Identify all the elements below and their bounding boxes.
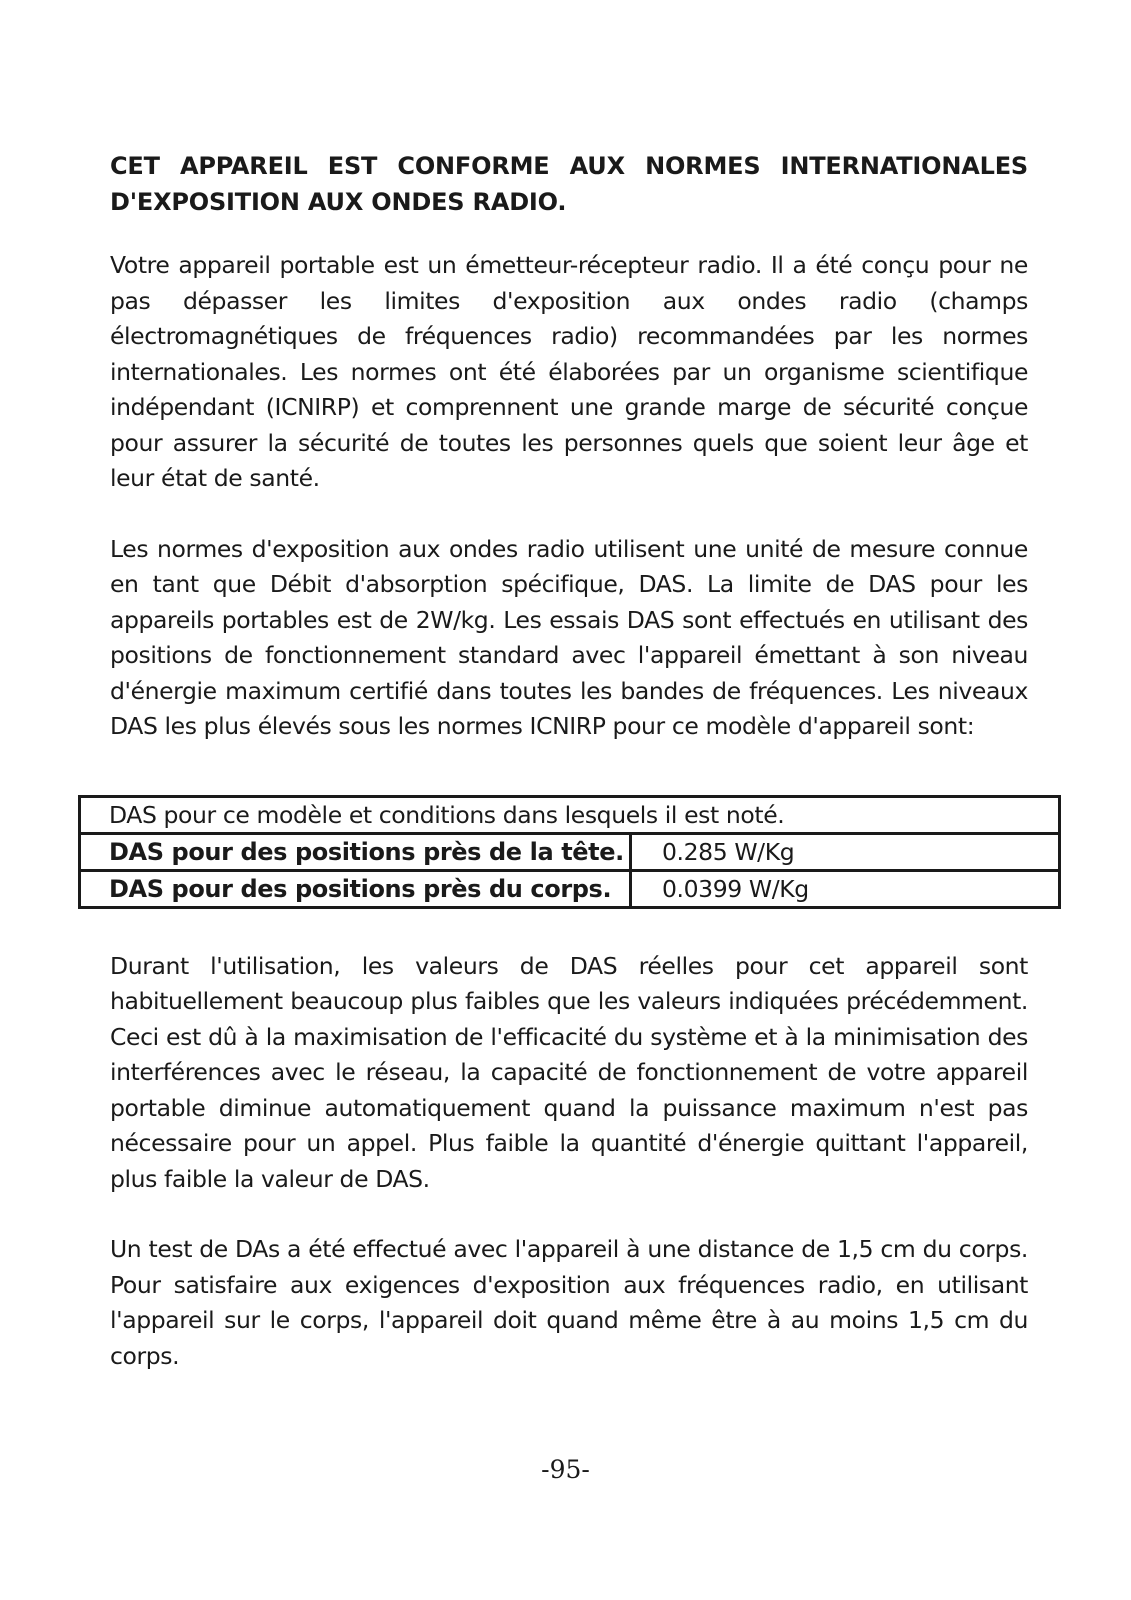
document-page xyxy=(110,148,1028,1374)
usage-paragraph: Durant l'utilisation, les valeurs de DAS réelles pour cet appareil sont habituellement beaucoup plus faibles que les valeurs indiquées précédemment. Ceci est dû à la maximisation de l'efficacité du système et à la minimisation des interférences avec le réseau, la capacité de fonctionnement de votre appareil portable diminue automatiquement quand la puissance maximum n'est pas nécessaire pour un appel. Plus faible la quantité d'énergie quittant l'appareil, plus faible la valeur de DAS. xyxy=(110,951,1028,1193)
sar-body-value: 0.0399 W/Kg xyxy=(631,870,1060,907)
distance-paragraph: Un test de DAs a été effectué avec l'appareil à une distance de 1,5 cm du corps. Pour satisfaire aux exigences d'exposition aux fréquences radio, en utilisant l'appareil sur le corps, l'appareil doit quand même être à au moins 1,5 cm du corps. xyxy=(110,1235,1028,1370)
table-caption: DAS pour ce modèle et conditions dans lesquels il est noté. xyxy=(80,796,1060,833)
table-row xyxy=(80,833,1060,870)
sar-values-table xyxy=(78,795,1061,909)
section-heading: CET APPAREIL EST CONFORME AUX NORMES INTERNATIONALES D'EXPOSITION AUX ONDES RADIO. xyxy=(110,152,1028,216)
table-caption-row xyxy=(80,796,1060,833)
table-row xyxy=(80,870,1060,907)
sar-body-label: DAS pour des positions près du corps. xyxy=(80,870,631,907)
sar-standards-paragraph: Les normes d'exposition aux ondes radio utilisent une unité de mesure connue en tant que Débit d'absorption spécifique, DAS. La limite de DAS pour les appareils portables est de 2W/kg. Les essais DAS sont effectués en utilisant des positions de fonctionnement standard avec l'appareil émettant à son niveau d'énergie maximum certifié dans toutes les bandes de fréquences. Les niveaux DAS les plus élevés sous les normes ICNIRP pour ce modèle d'appareil sont: xyxy=(110,534,1028,740)
page-number: -95- xyxy=(541,1455,590,1484)
intro-paragraph: Votre appareil portable est un émetteur-récepteur radio. Il a été conçu pour ne pas dépasser les limites d'exposition aux ondes radio (champs électromagnétiques de fréquences radio) recommandées par les normes internationales. Les normes ont été élaborées par un organisme scientifique indépendant (ICNIRP) et comprennent une grande marge de sécurité conçue pour assurer la sécurité de toutes les personnes quels que soient leur âge et leur état de santé. xyxy=(110,251,1028,492)
sar-head-label: DAS pour des positions près de la tête. xyxy=(80,833,631,870)
sar-head-value: 0.285 W/Kg xyxy=(631,833,1060,870)
